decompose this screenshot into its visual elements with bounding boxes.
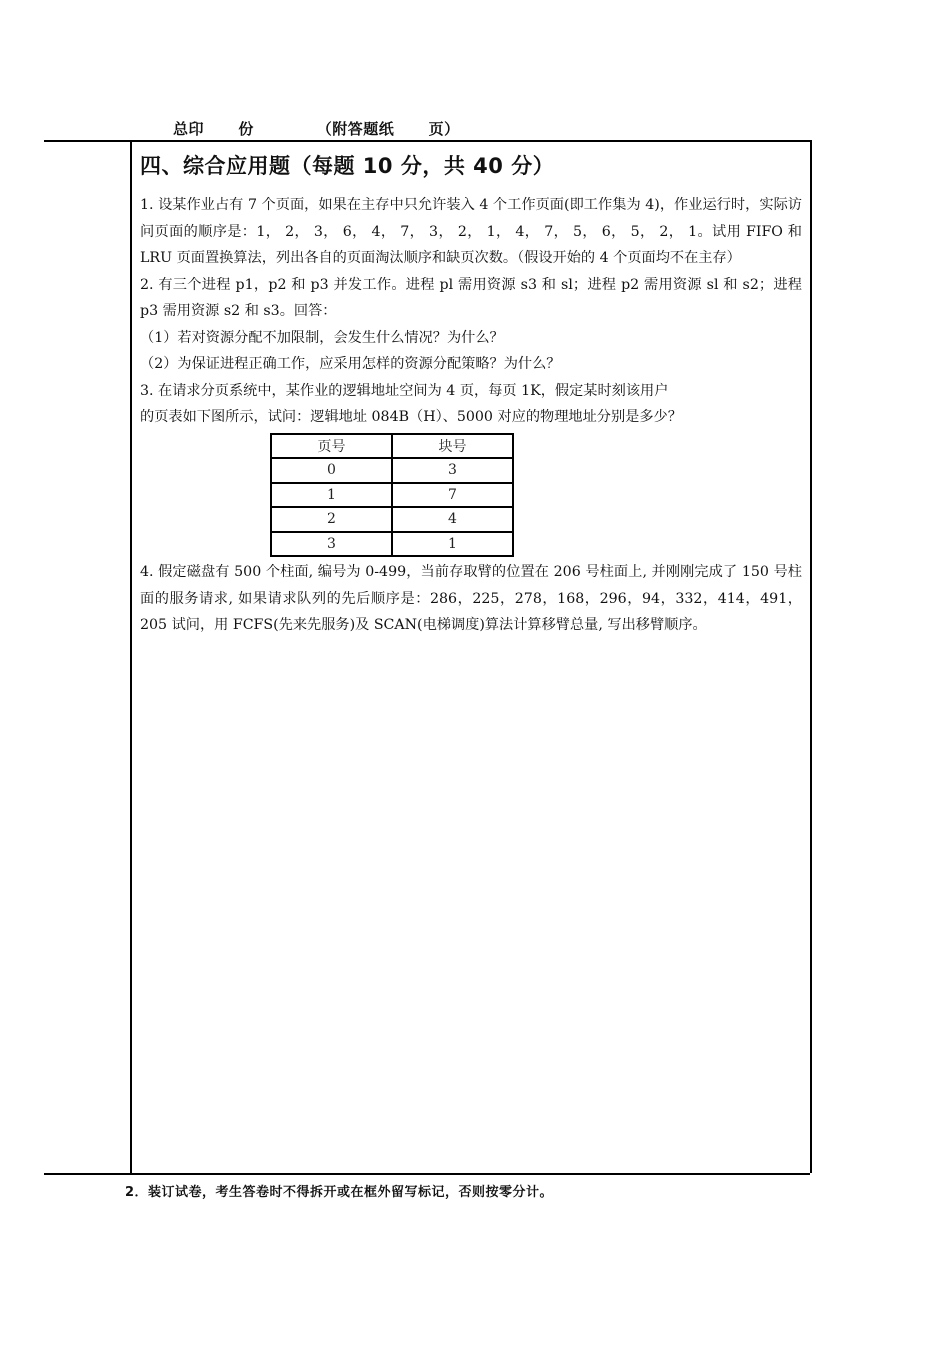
question-3-line-1: 3. 在请求分页系统中，某作业的逻辑地址空间为 4 页，每页 1K，假定某时刻该用户 <box>140 382 669 399</box>
question-1: 1. 设某作业占有 7 个页面，如果在主存中只允许装入 4 个工作页面(即工作集为 4)，作业运行时，实际访问页面的顺序是：1， 2， 3， 6， 4， 7， 3， 2， 1， 4， 7， 5， 6， 5， 2， 1。试用 FIFO 和 LRU 页面置换算法，列出各自的页面淘汰顺序和缺页次数。（假设开始的 4 个页面均不在主存） <box>140 197 802 266</box>
page-table-header-row <box>271 434 513 459</box>
page-number-cell: 2 <box>271 507 392 532</box>
page-number-cell: 1 <box>271 483 392 508</box>
block-number-cell: 7 <box>392 483 513 508</box>
block-number-cell: 1 <box>392 532 513 557</box>
block-number-cell: 4 <box>392 507 513 532</box>
bottom-rule <box>44 1173 810 1175</box>
print-count-header: 总印 份 （附答题纸 页） <box>173 120 460 138</box>
question-4: 4. 假定磁盘有 500 个柱面, 编号为 0-499，当前存取臂的位置在 206 号柱面上, 并刚刚完成了 150 号柱面的服务请求, 如果请求队列的先后顺序是：286，225，278，168，296，94，332，414，491，205 试问，用 FCFS(先来先服务)及 SCAN(电梯调度)算法计算移臂总量, 写出移臂顺序。 <box>140 564 802 633</box>
question-2: 2. 有三个进程 p1，p2 和 p3 并发工作。进程 pl 需用资源 s3 和 sl；进程 p2 需用资源 sl 和 s2；进程 p3 需用资源 s2 和 s3。回答： <box>140 276 802 319</box>
table-row <box>271 483 513 508</box>
table-row <box>271 507 513 532</box>
table-row <box>271 532 513 557</box>
question-3-line-2: 的页表如下图所示，试问：逻辑地址 084B（H）、5000 对应的物理地址分别是多少？ <box>140 409 682 425</box>
section-title: 四、综合应用题（每题 10 分，共 40 分） <box>140 154 555 178</box>
page-number-cell: 0 <box>271 458 392 483</box>
question-2-part-2: （2）为保证进程正确工作，应采用怎样的资源分配策略？为什么？ <box>140 356 561 372</box>
page-table-header-page: 页号 <box>271 434 392 459</box>
page-number-cell: 3 <box>271 532 392 557</box>
question-content <box>140 150 802 639</box>
page-table <box>270 433 514 558</box>
question-2-part-1: （1）若对资源分配不加限制，会发生什么情况？为什么？ <box>140 329 504 346</box>
block-number-cell: 3 <box>392 458 513 483</box>
table-row <box>271 458 513 483</box>
page-table-header-block: 块号 <box>392 434 513 459</box>
binding-instruction-note: 2．装订试卷，考生答卷时不得拆开或在框外留写标记，否则按零分计。 <box>125 1185 554 1200</box>
